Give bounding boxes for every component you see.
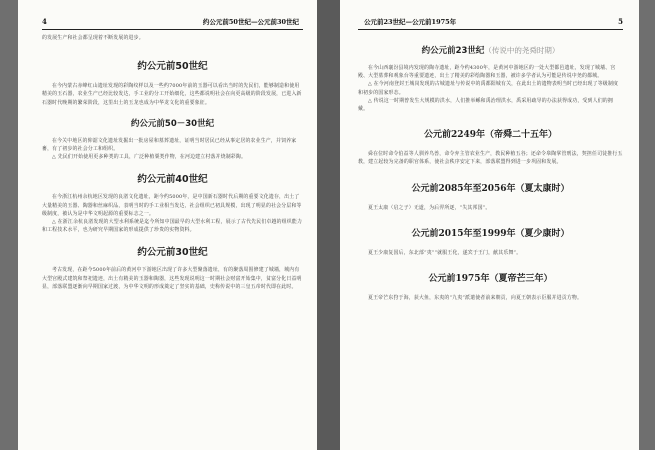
section-heading xyxy=(358,44,623,56)
paragraph: 舜在位时命令伯益等人驯养鸟兽，命令弃主管农业生产，教民种植五谷；还命令皋陶掌管刑法，契担任司徒推行五教，建立起较为完备的职官体系，使社会秩序安定下来，部落联盟得到进一步巩固和发展。 xyxy=(358,151,623,166)
paragraph: △ 传说这一时期曾发生大规模的洪水，人们推举鲧和禹治理洪水，禹采用疏导的办法获得成功，受到人们的拥戴。 xyxy=(358,97,613,113)
paragraph: 在今内蒙古赤峰红山遗址发现的彩陶纹样以及一些约7000年前的玉器可以看出当时的先民们，能够制造和使用精美的玉石器，农业生产已经比较发达，手工业的分工开始细化，这些都说明社会在向更高级的阶段发展，已进入新石器时代晚期的繁荣阶段，这里出土的玉龙也成为中华龙文化的重要象征。 xyxy=(42,83,302,106)
paragraph: △ 在今河南登封王城岗发现的古城遗址与传说中的禹都阳城有关，在此出土的遗物表明当时已经出现了等级制度和初步的国家形态。 xyxy=(358,81,619,96)
section-heading: 约公元前50－30世纪 xyxy=(130,118,215,129)
left-header-title: 约公元前50世纪—公元前30世纪 xyxy=(202,18,299,26)
section-heading-faded: （传说中的尧舜时期） xyxy=(484,46,560,55)
left-page-number: 4 xyxy=(42,17,47,26)
right-header-title: 公元前23世纪—公元前1975年 xyxy=(364,18,457,26)
left-intro-line: 的发展生产和社会都呈现着不断发展的进步。 xyxy=(42,35,144,41)
paragraph: △ 在浙江余杭良渚发现的大型水利系统是迄今所知中国最早的大型水利工程，展示了古代先民们卓越的组织能力和工程技术水平，也为研究早期国家的形成提供了珍贵的实物资料。 xyxy=(42,219,303,234)
paragraph: 夏王少康复国后，东北部“夷”“就服王化，遂宾于王门，献其乐舞”。 xyxy=(368,249,522,256)
paragraph: 在今关中地区的仰韶文化遗址发掘出一批房屋和墓葬遗址，证明当时居民已经从事定居的农业生产，并饲养家畜，有了初步的社会分工和组织。 xyxy=(42,137,297,153)
right-page xyxy=(340,0,639,450)
section-heading: 约公元前30世纪 xyxy=(137,247,208,259)
section-heading: 公元前2249年（帝舜二十五年） xyxy=(423,130,558,141)
paragraph: △ 先民们开始使用更多种类的工具，广泛种植粟类作物，在河边建立村落并烧制彩陶。 xyxy=(52,154,247,161)
section-heading: 公元前1975年（夏帝芒三年） xyxy=(428,274,553,285)
section-heading: 公元前2085年至2056年（夏太康时） xyxy=(411,183,570,194)
right-page-number: 5 xyxy=(618,17,623,26)
paragraph: 考古发现，在距今5000年前后的黄河中下游地区出现了许多大型聚落遗址，有的聚落周围修建了城墙，城内有大型宫殿式建筑和祭祀遗迹，出土有精美的玉器和陶器，这些发现说明这一时期社会财富开始集中，贫富分化日益明显，部落联盟逐渐向早期国家过渡，为中华文明的形成奠定了坚实的基础，史称传说中的三皇五帝时代即在此时。 xyxy=(42,267,302,290)
paragraph: 夏王太康（启之子）无道，为后羿所逐，“失其邦国”。 xyxy=(368,204,491,211)
section-heading: 约公元前50世纪 xyxy=(137,61,208,73)
left-running-header xyxy=(42,15,303,30)
paragraph: 在今浙江杭州余杭地区发现的良渚文化遗址，距今约5000年，是中国新石器时代后期的重要文化遗存，出土了大量精美的玉器、陶器和丝麻织品，表明当时的手工业相当发达，社会组织已初具规模，出现了明显的社会分层和等级制度，被认为是中华文明起源的重要标志之一。 xyxy=(42,194,302,217)
book-spine xyxy=(317,0,340,450)
paragraph: 在今山西襄汾县境内发现的陶寺遗址，距今约4300年，是黄河中游地区的一处大型都邑遗址，发现了城墙、宫殿、大型墓葬和观象台等重要遗迹，出土了精美的彩绘陶器和玉器，被许多学者认为可能是传说中尧的都城。 xyxy=(358,65,616,80)
paragraph: 夏王帝芒东狩于海，获大鱼，东夷的“九夷”派遣使者前来朝贡，向夏王朝表示臣服并进贡方物。 xyxy=(368,295,583,302)
section-heading: 约公元前40世纪 xyxy=(137,174,208,186)
section-heading: 公元前2015年至1999年（夏少康时） xyxy=(411,228,570,239)
section-heading-text: 约公元前23世纪 xyxy=(421,46,485,56)
right-running-header xyxy=(358,15,623,30)
left-page xyxy=(18,0,317,450)
